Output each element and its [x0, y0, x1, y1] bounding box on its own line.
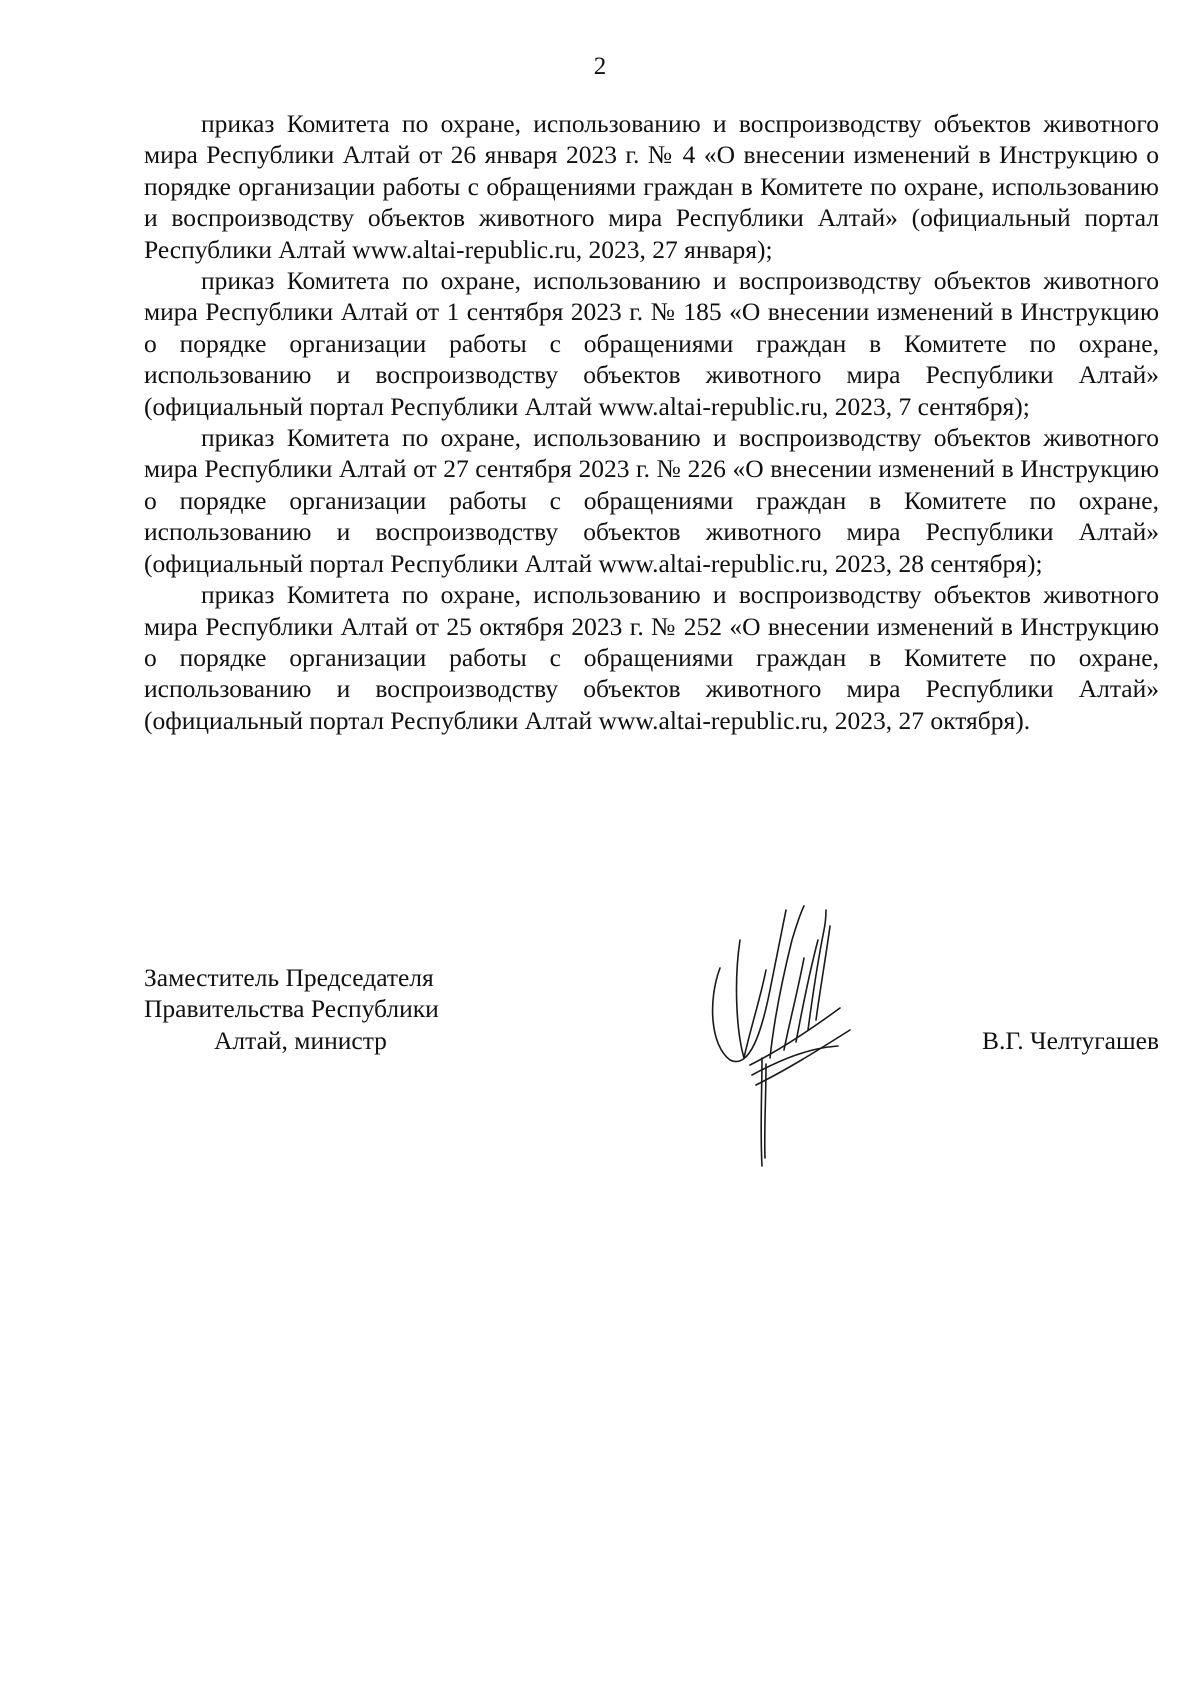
- document-body: [144, 108, 1159, 736]
- signatory-position-line-1: Заместитель Председателя: [144, 963, 434, 992]
- page-number: 2: [593, 53, 607, 80]
- signatory-position: [144, 962, 439, 1056]
- handwritten-signature: [700, 880, 870, 1170]
- signatory-name: В.Г. Челтугашев: [982, 1026, 1159, 1055]
- paragraph-1: приказ Комитета по охране, использованию и воспроизводству объектов животного мира Республики Алтай от 26 января 2023 г. № 4 «О внесении изменений в Инструкцию о порядке организации работы с обращениями граждан в Комитете по охране, использованию и воспроизводству объектов животного мира Республики Алтай» (официальный портал Республики Алтай www.altai-republic.ru, 2023, 27 января);: [144, 109, 1159, 264]
- signatory-position-line-3: Алтай, министр: [214, 1025, 387, 1055]
- paragraph-4: приказ Комитета по охране, использованию и воспроизводству объектов животного мира Республики Алтай от 25 октября 2023 г. № 252 «О внесении изменений в Инструкцию о порядке организации работы с обращениями граждан в Комитете по охране, использованию и воспроизводству объектов животного мира Республики Алтай» (официальный портал Республики Алтай www.altai-republic.ru, 2023, 27 октября).: [144, 580, 1159, 735]
- paragraph-3: приказ Комитета по охране, использованию и воспроизводству объектов животного мира Республики Алтай от 27 сентября 2023 г. № 226 «О внесении изменений в Инструкцию о порядке организации работы с обращениями граждан в Комитете по охране, использованию и воспроизводству объектов животного мира Республики Алтай» (официальный портал Республики Алтай www.altai-republic.ru, 2023, 28 сентября);: [144, 423, 1159, 578]
- signatory-position-line-2: Правительства Республики: [144, 994, 439, 1024]
- paragraph-2: приказ Комитета по охране, использованию и воспроизводству объектов животного мира Республики Алтай от 1 сентября 2023 г. № 185 «О внесении изменений в Инструкцию о порядке организации работы с обращениями граждан в Комитете по охране, использованию и воспроизводству объектов животного мира Республики Алтай» (официальный портал Республики Алтай www.altai-republic.ru, 2023, 7 сентября);: [144, 266, 1159, 421]
